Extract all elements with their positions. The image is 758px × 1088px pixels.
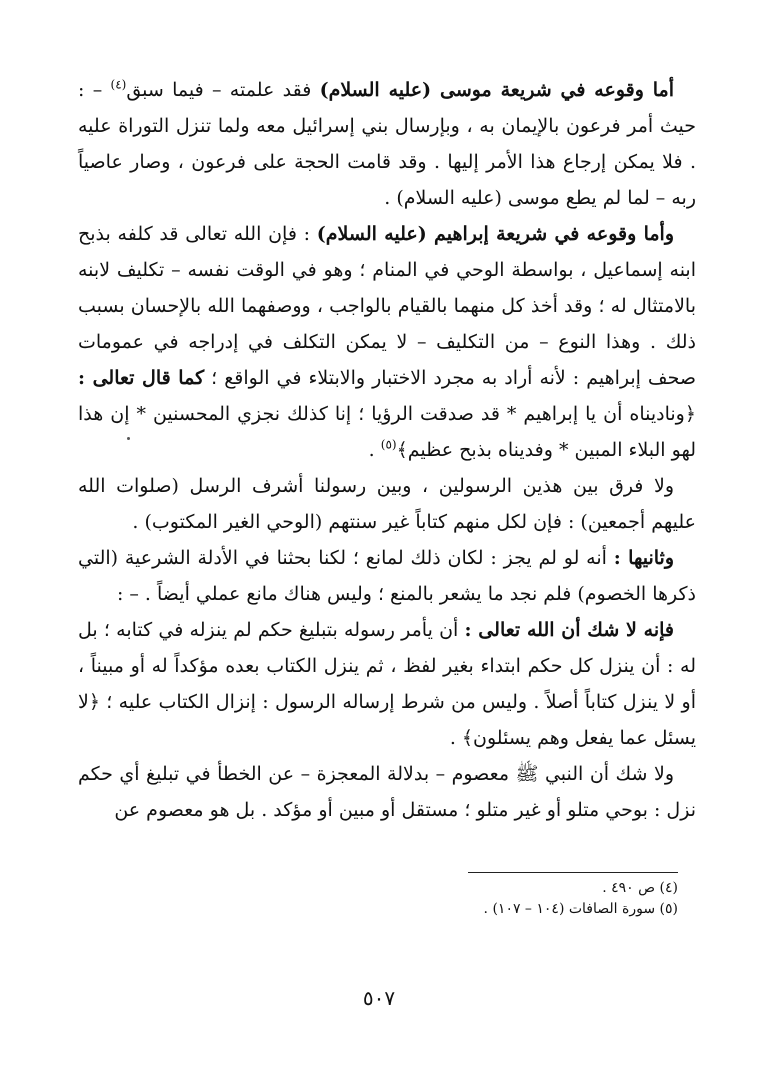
footnote-reference: (٥)	[380, 437, 397, 452]
paragraph-text: ولا فرق بين هذين الرسولين ، وبين رسولنا أشرف الرسل (صلوات الله عليهم أجمعين) : فإن لكل منهم كتاباً غير سنتهم (الوحي الغير المكتوب) .	[78, 475, 696, 533]
footnote-divider	[468, 872, 678, 873]
footnotes	[120, 878, 678, 920]
paragraph-text: : فإن الله تعالى قد كلفه بذبح ابنه إسماعيل ، بواسطة الوحي في المنام ؛ وهو في الوقت نفسه – تكليف لابنه بالامتثال له ؛ وقد أخذ كل منهما بالقيام بالواجب ، ووصفهما الله بالإحسان بسبب ذلك . وهذا النوع – من التكليف – لا يمكن التكلف في إدراجه في عمومات صحف إبراهيم : لأنه أراد به مجرد الاختبار والابتلاء في الواقع ؛	[78, 223, 696, 389]
paragraph-text: أن يأمر رسوله بتبليغ حكم لم ينزله في كتابه ؛ بل له : أن ينزل كل حكم ابتداء بغير لفظ ، ثم ينزل الكتاب بعده مؤكداً له أو مبيناً ، أو لا ينزل كتاباً أصلاً . وليس من شرط إرساله الرسول : إنزال الكتاب عليه ؛ ﴿لا يسئل عما يفعل وهم يسئلون﴾ .	[78, 619, 696, 749]
paragraph-prophet-infallible	[78, 756, 696, 828]
paragraph-subheading: كما قال تعالى :	[78, 367, 205, 389]
paragraph-secondly	[78, 540, 696, 612]
paragraph-heading: وثانيها :	[613, 547, 674, 569]
paragraph-text: أنه لو لم يجز : لكان ذلك لمانع ؛ لكنا بحثنا في الأدلة الشرعية (التي ذكرها الخصوم) فلم نجد ما يشعر بالمنع ؛ وليس هناك مانع عملي أيضاً . – :	[78, 547, 696, 605]
quran-quote: ﴿وناديناه أن يا إبراهيم * قد صدقت الرؤيا ؛ إنا كذلك نجزي المحسنين * إن هذا لهو البلاء المبين * وفديناه بذبح عظيم﴾	[78, 403, 696, 461]
paragraph-text: ولا شك أن النبي ﷺ معصوم – بدلالة المعجزة – عن الخطأ في تبليغ أي حكم نزل : بوحي متلو أو غير متلو ؛ مستقل أو مبين أو مؤكد . بل هو معصوم عن	[78, 763, 696, 821]
scan-speck	[127, 437, 130, 440]
paragraph-moses	[78, 72, 696, 216]
page-number: ٥٠٧	[362, 986, 396, 1010]
paragraph-no-doubt	[78, 612, 696, 756]
paragraph-text: .	[368, 439, 381, 461]
paragraph-text: فقد علمته – فيما سبق	[126, 79, 320, 101]
paragraph-abraham	[78, 216, 696, 468]
paragraph-heading: فإنه لا شك أن الله تعالى :	[464, 619, 674, 641]
paragraph-text: – : حيث أمر فرعون بالإيمان به ، وبإرسال بني إسرائيل معه ولما تنزل التوراة عليه . فلا يمكن إرجاع هذا الأمر إليها . وقد قامت الحجة على فرعون ، وصار عاصياً ربه – لما لم يطع موسى (عليه السلام) .	[78, 79, 696, 209]
footnote-reference: (٤)	[110, 77, 127, 92]
paragraph-heading: وأما وقوعه في شريعة إبراهيم (عليه السلام)	[316, 223, 675, 245]
paragraph-no-difference	[78, 468, 696, 540]
footnote-item: (٥) سورة الصافات (١٠٤ – ١٠٧) .	[483, 901, 678, 917]
footnote-item: (٤) ص ٤٩٠ .	[602, 880, 678, 896]
paragraph-heading: أما وقوعه في شريعة موسى (عليه السلام)	[319, 79, 675, 101]
body-text	[78, 72, 696, 828]
